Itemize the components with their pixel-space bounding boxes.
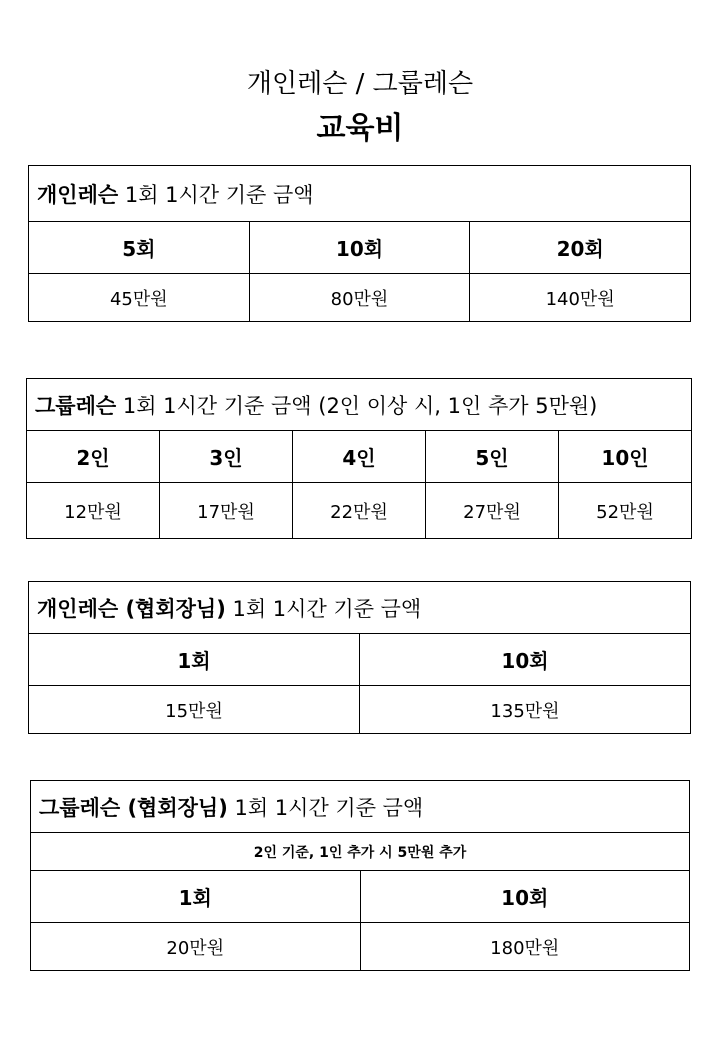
table-caption-title: 그룹레슨 (35, 393, 117, 418)
price-cell: 52만원 (559, 483, 692, 539)
column-header: 10인 (559, 431, 692, 483)
price-cell: 135만원 (360, 686, 691, 734)
price-cell: 45만원 (29, 274, 250, 322)
column-header: 4인 (293, 431, 426, 483)
group-lesson-price-table (26, 378, 692, 539)
column-header: 10회 (360, 871, 690, 923)
table-caption-title: 개인레슨 (37, 182, 119, 207)
table-caption-title: 개인레슨 (협회장님) (37, 596, 226, 621)
price-cell: 12만원 (27, 483, 160, 539)
price-cell: 20만원 (31, 923, 361, 971)
table-caption-detail: 1회 1시간 기준 금액 (118, 182, 314, 207)
column-header: 1회 (31, 871, 361, 923)
table-caption (31, 781, 690, 833)
table-caption-detail: 1회 1시간 기준 금액 (225, 596, 422, 621)
price-cell: 17만원 (160, 483, 293, 539)
price-cell: 140만원 (470, 274, 691, 322)
page-header (0, 66, 720, 150)
column-header: 1회 (29, 634, 360, 686)
table-caption-title: 그룹레슨 (협회장님) (39, 795, 228, 820)
table-caption-detail: 1회 1시간 기준 금액 (227, 795, 424, 820)
page-title: 교육비 (316, 111, 404, 146)
column-header: 2인 (27, 431, 160, 483)
private-lesson-price-table (28, 165, 691, 322)
table-note: 2인 기준, 1인 추가 시 5만원 추가 (31, 833, 690, 871)
group-lesson-president-price-table (30, 780, 690, 971)
column-header: 10회 (360, 634, 691, 686)
private-lesson-president-price-table (28, 581, 691, 734)
price-cell: 180만원 (360, 923, 690, 971)
page-subtitle: 개인레슨 / 그룹레슨 (246, 69, 474, 99)
price-cell: 27만원 (426, 483, 559, 539)
column-header: 5인 (426, 431, 559, 483)
table-caption (29, 582, 691, 634)
column-header: 5회 (29, 222, 250, 274)
column-header: 10회 (249, 222, 470, 274)
price-cell: 22만원 (293, 483, 426, 539)
price-cell: 15만원 (29, 686, 360, 734)
column-header: 3인 (160, 431, 293, 483)
table-caption (29, 166, 691, 222)
table-caption (27, 379, 692, 431)
table-caption-detail: 1회 1시간 기준 금액 (2인 이상 시, 1인 추가 5만원) (116, 393, 598, 418)
column-header: 20회 (470, 222, 691, 274)
price-cell: 80만원 (249, 274, 470, 322)
